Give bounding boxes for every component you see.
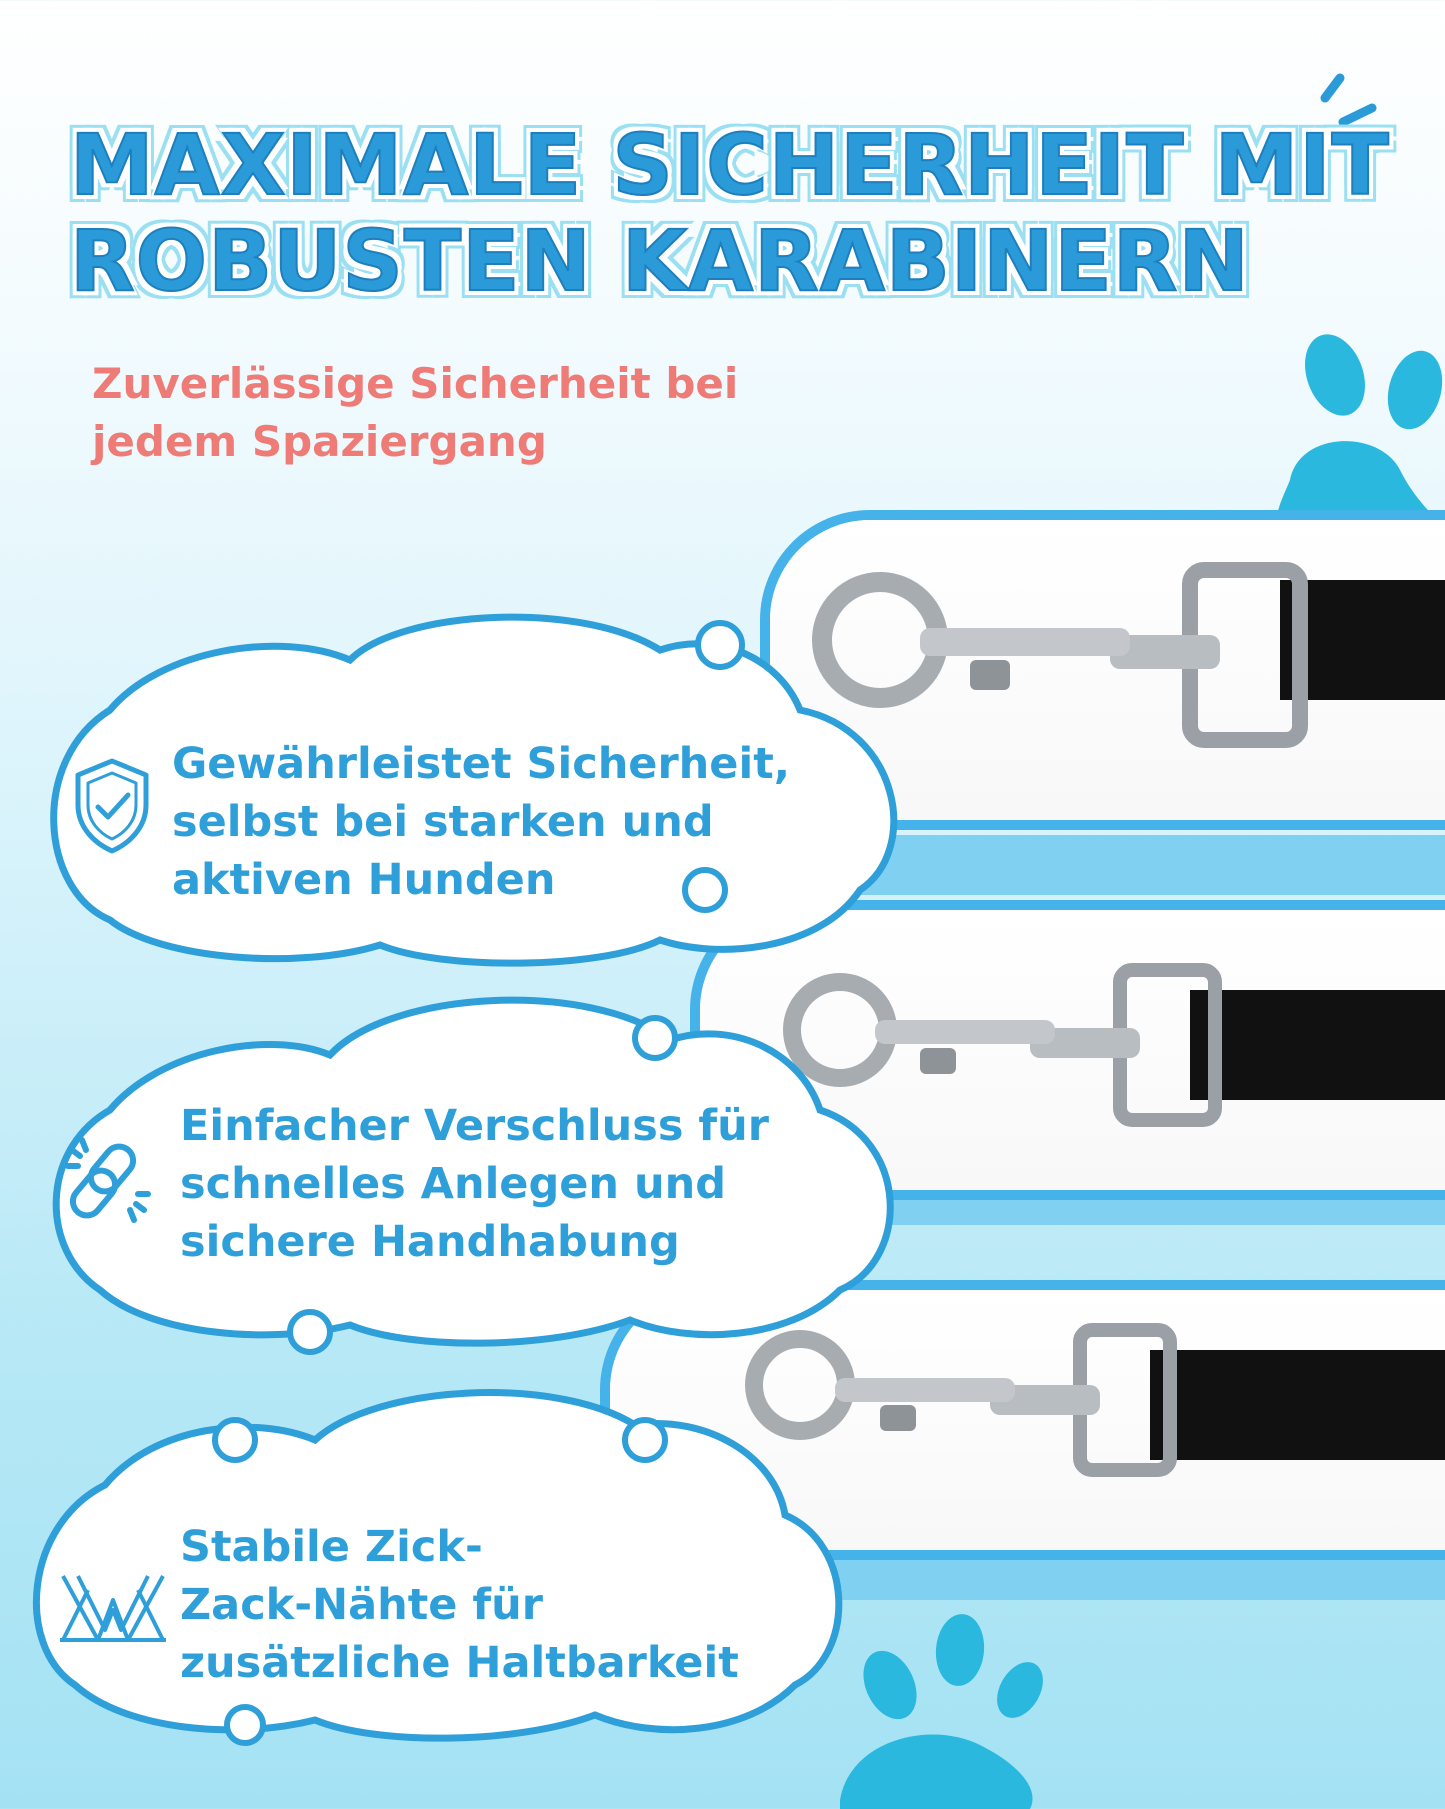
feature-line: Einfacher Verschluss für bbox=[180, 1101, 769, 1151]
feature-text-1 bbox=[172, 735, 790, 909]
page-title bbox=[70, 116, 1390, 310]
feature-line: Stabile Zick- bbox=[180, 1522, 483, 1572]
chain-link-icon bbox=[58, 1130, 158, 1230]
feature-line: schnelles Anlegen und bbox=[180, 1159, 727, 1210]
subtitle-line-2: jedem Spaziergang bbox=[92, 416, 547, 466]
feature-line: Zack-Nähte für bbox=[180, 1580, 543, 1631]
shield-check-icon bbox=[70, 755, 154, 855]
feature-line: selbst bei starken und bbox=[172, 797, 714, 848]
feature-text-3 bbox=[180, 1518, 739, 1692]
zigzag-stitch-icon bbox=[58, 1570, 168, 1650]
feature-line: Gewährleistet Sicherheit, bbox=[172, 739, 791, 789]
paw-print-icon bbox=[1276, 326, 1445, 540]
feature-line: zusätzliche Haltbarkeit bbox=[180, 1638, 739, 1689]
subtitle-line-1: Zuverlässige Sicherheit bei bbox=[92, 359, 739, 408]
title-line-1: MAXIMALE SICHERHEIT MIT bbox=[70, 116, 1390, 214]
feature-text-2 bbox=[180, 1097, 769, 1271]
title-line-2: ROBUSTEN KARABINERN bbox=[70, 211, 1250, 310]
page-subtitle bbox=[92, 355, 892, 471]
feature-line: sichere Handhabung bbox=[180, 1217, 680, 1268]
feature-line: aktiven Hunden bbox=[172, 855, 556, 906]
